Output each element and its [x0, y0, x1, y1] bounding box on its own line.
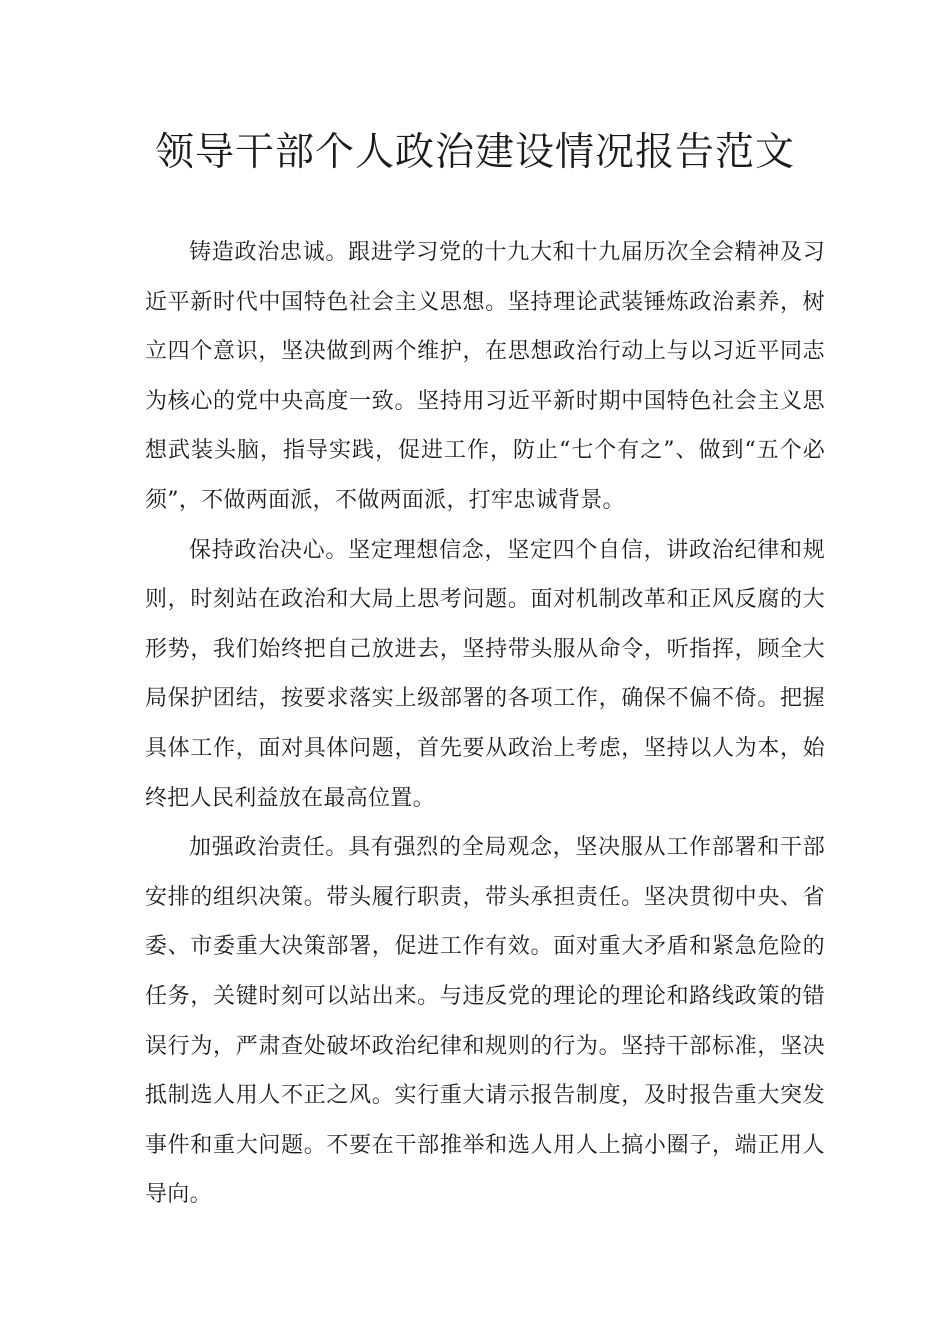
- paragraph-political-responsibility: 加强政治责任。具有强烈的全局观念，坚决服从工作部署和干部安排的组织决策。带头履行职责，带头承担责任。坚决贯彻中央、省委、市委重大决策部署，促进工作有效。面对重大矛盾和紧急危险的任务，关键时刻可以站出来。与违反党的理论的理论和路线政策的错误行为，严肃查处破坏政治纪律和规则的行为。坚持干部标准，坚决抵制选人用人不正之风。实行重大请示报告制度，及时报告重大突发事件和重大问题。不要在干部推举和选人用人上搞小圈子，端正用人导向。: [145, 835, 825, 1208]
- paragraph-political-determination: 保持政治决心。坚定理想信念，坚定四个自信，讲政治纪律和规则，时刻站在政治和大局上思考问题。面对机制改革和正风反腐的大形势，我们始终把自己放进去，坚持带头服从命令，听指挥，顾全大局保护团结，按要求落实上级部署的各项工作，确保不偏不倚。把握具体工作，面对具体问题，首先要从政治上考虑，坚持以人为本，始终把人民利益放在最高位置。: [145, 537, 825, 811]
- document-title: 领导干部个人政治建设情况报告范文: [154, 130, 795, 175]
- document-body: [145, 228, 825, 1220]
- paragraph-political-loyalty: 铸造政治忠诚。跟进学习党的十九大和十九届历次全会精神及习近平新时代中国特色社会主义思想。坚持理论武装锤炼政治素养，树立四个意识，坚决做到两个维护，在思想政治行动上与以习近平同志为核心的党中央高度一致。坚持用习近平新时期中国特色社会主义思想武装头脑，指导实践，促进工作，防止“七个有之”、做到“五个必须”，不做两面派，不做两面派，打牢忠诚背景。: [145, 240, 825, 513]
